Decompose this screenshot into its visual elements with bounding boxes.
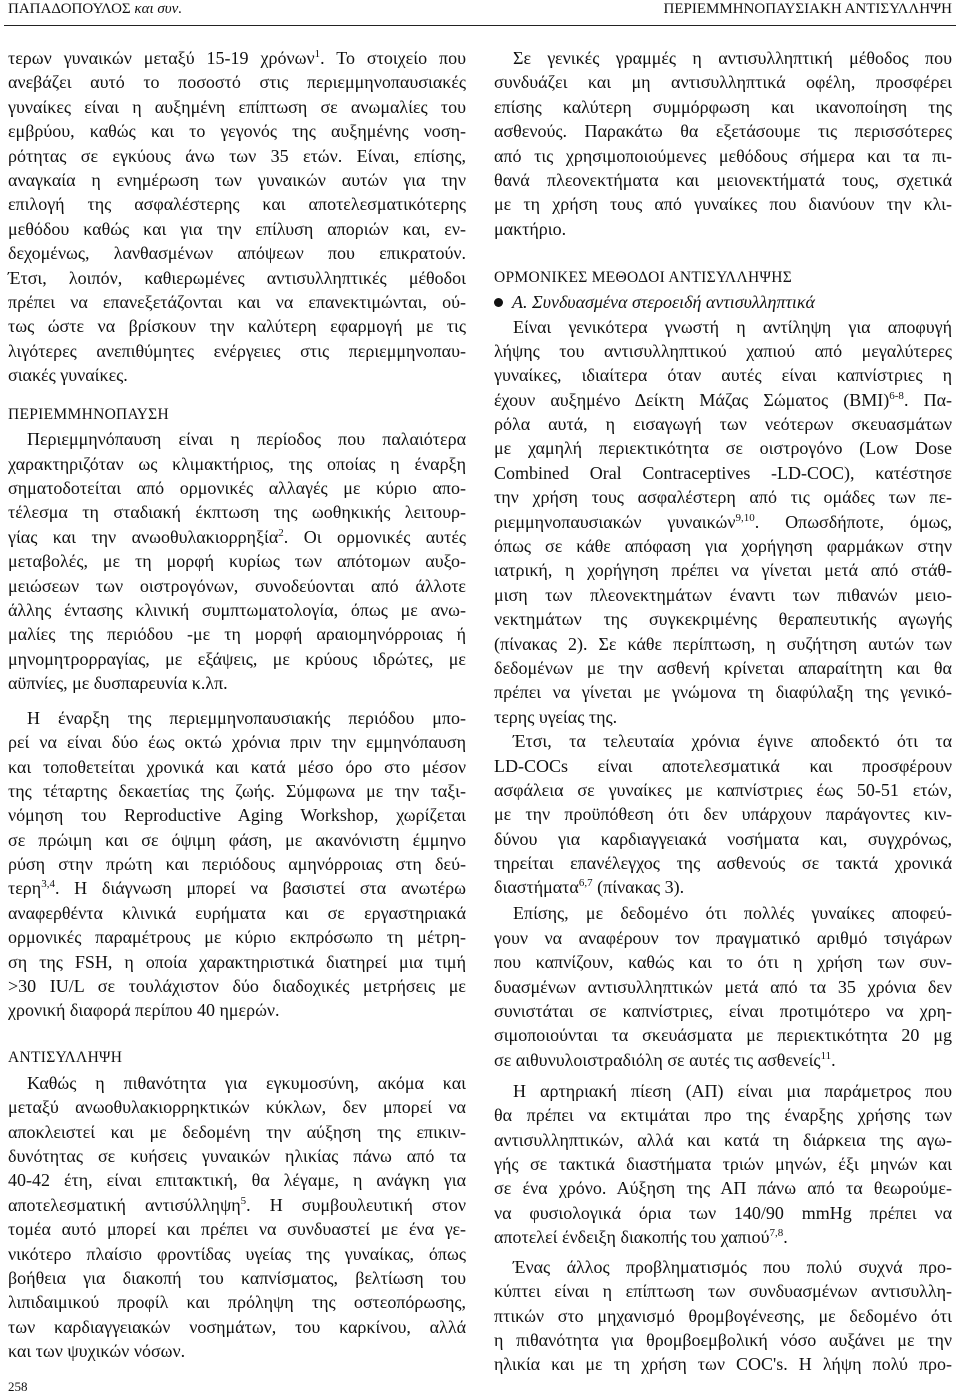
text-line: πτικών στο μηχανισμό θρομβογένεσης, με δεδομένο ότι [494, 1305, 952, 1326]
text-line: τερης υγείας της. [494, 706, 618, 727]
text-line: και των ψυχικών νόσων. [8, 1341, 186, 1362]
text-line: ασφάλεια σε γυναίκες με καπνίστριες έως 50-51 ετών, [494, 779, 952, 800]
text-segment: . Οι ορμονικές αυτές [283, 526, 466, 547]
page-number: 258 [8, 1379, 28, 1394]
text-line: Combined Oral Contraceptives -LD-COC), κατέστησε [494, 462, 952, 483]
text-line [494, 875, 952, 899]
paragraph [8, 706, 466, 1023]
text-line: συνδυάζει και μη αντισυλληπτικά οφέλη, προσφέρει [494, 72, 952, 93]
text-line: μακτήριο. [494, 218, 567, 239]
text-line: >30 IU/L σε τουλάχιστον δύο διαδοχικές μετρήσεις με [8, 976, 466, 997]
text-segment: ριεμμηνοπαυσιακών γυναικών [494, 511, 736, 532]
text-line: Είναι γενικότερα γνωστή η αντίληψη για αποφυγή [513, 316, 952, 337]
text-line: των καρδιαγγειακών νοσημάτων, του καρκίνου, αλλά [8, 1316, 466, 1337]
citation-superscript: 6,7 [578, 877, 593, 890]
paragraph [8, 46, 466, 387]
text-line: 40-42 έτη, είναι επιτακτική, θα λέγαμε, η ανάγκη για [8, 1170, 466, 1191]
text-line: βοήθεια για διακοπή του καπνίσματος, βελτίωση του [8, 1267, 466, 1288]
citation-superscript: 6-8 [889, 389, 904, 402]
text-line: αναφερθέντα κλινικά ευρήματα και σε εργαστηριακά [8, 902, 466, 923]
text-line: που καπνίζουν, καθώς και το ότι η χρήση των συν- [494, 952, 952, 973]
text-line: ορμονικές παραμέτρους με κύριο εκπρόσωπο τη μέτρη- [8, 927, 466, 948]
text-line: σηματοδοτείται από ορμονικές αλλαγές με κύριο απο- [8, 478, 466, 499]
text-line: μεθόδου καθώς και για την επίλυση αποριών και, εν- [8, 218, 466, 239]
text-line: Έτσι, τα τελευταία χρόνια έγινε αποδεκτό ότι τα [513, 731, 952, 752]
text-line: άλλης έντασης κλινική συμπτωματολογία, όπως με ανω- [8, 599, 466, 620]
text-line: μειώσεων των οιστρογόνων, συνοδεύονται από άλλοτε [8, 575, 466, 596]
text-line: αϋπνίες, με δυσπαρευνία κ.λπ. [8, 673, 228, 694]
text-segment: σε αιθυνυλοιστραδιόλη σε αυτές τις ασθενείς [494, 1049, 821, 1070]
citation-superscript: 1 [314, 48, 321, 60]
text-line: τομέα αυτό μπορεί και πρέπει να συνδυαστεί με ένα γε- [8, 1219, 466, 1240]
text-line [494, 510, 952, 534]
subsection-heading [494, 290, 952, 314]
paragraph [8, 427, 466, 695]
citation-superscript: 2 [278, 526, 284, 539]
text-line: ρύση στην πρώτη και περιόδους αμηνόρροιας στη δεύ- [8, 854, 466, 875]
section-heading: ΠΕΡΙΕΜΜΗΝΟΠΑΥΣΗ [8, 405, 169, 423]
text-line: γυναίκες είναι η αυξημένη επίπτωση σε ανωμαλίες του [8, 96, 466, 117]
section-heading: ΑΝΤΙΣΥΛΛΗΨΗ [8, 1049, 123, 1067]
text-line: εμβρύου, καθώς και το γεγονός της αυξημένης νοση- [8, 121, 466, 142]
text-line: δεχομένως, λανθασμένων απόψεων που επικρατούν. [8, 243, 466, 264]
paragraph [494, 1079, 952, 1250]
text-segment: τερη [8, 878, 42, 899]
text-line: Σε γενικές γραμμές η αντισυλληπτική μέθοδος που [513, 48, 952, 68]
text-line: αποκλειστεί και με δεδομένη την αύξηση της επικιν- [8, 1121, 466, 1142]
paragraph [494, 901, 952, 1072]
text-line: ιατρική, η χορήγηση πρέπει να γίνεται μετά από στάθ- [494, 560, 952, 581]
text-line: ρεί να είναι δύο έως οκτώ χρόνια πριν την εμμηνόπαυση [8, 732, 466, 753]
text-line: LD-COCs είναι αποτελεσματικά και προσφέρουν [494, 755, 952, 776]
text-segment: . [783, 1227, 788, 1248]
text-line: αντισυλληπτικών, αλλά και κατά τη διάρκεια της αγω- [494, 1129, 952, 1150]
text-line: τέλεσμα τη σταδιακή έκπτωση της ωοθηκικής λειτουρ- [8, 502, 466, 523]
text-line: να φυσιολογικά όρια των 140/90 mmHg πρέπει να [494, 1202, 952, 1223]
citation-superscript: 9,10 [735, 511, 755, 524]
text-line: επίσης καλύτερη συμμόρφωση και ικανοποίηση της [494, 96, 952, 117]
text-line [494, 1048, 952, 1072]
text-line [8, 525, 466, 549]
text-line: ση της FSH, η οποία χαρακτηριστικά διατηρεί μια τιμή [8, 951, 466, 972]
paragraph [8, 1071, 466, 1364]
text-segment: (πίνακας 3). [592, 877, 685, 898]
text-line: αναγκαία η ενημέρωση των γυναικών αυτών για την [8, 169, 466, 190]
text-line [8, 876, 466, 900]
text-line: μιση των πλεονεκτημάτων έναντι των πιθανών μειο- [494, 584, 952, 605]
text-line: νεκτημάτων της συγκεκριμένης θεραπευτικής αγωγής [494, 609, 952, 630]
text-line: θανά πλεονεκτήματα και μειονεκτήματά τους, σχετικά [494, 169, 952, 190]
text-line: μηνομητρορραγίας, με εξάψεις, με κρύους ιδρώτες, με [8, 648, 466, 669]
text-line: μεταξύ ανωοθυλακιορρηκτικών κύκλων, δεν μπορεί να [8, 1097, 466, 1118]
citation-superscript: 5 [240, 1194, 247, 1207]
text-line: ηλικία και με τη χρήση των COC's. Η λήψη πολύ προ- [494, 1354, 952, 1375]
text-line: νικότερο πλαίσιο φροντίδας υγείας της γυναίκας, όπως [8, 1243, 466, 1264]
running-header-author [8, 0, 182, 18]
text-line: και τοποθετείται χρονικά και κατά μέσο όρο στο μέσον [8, 756, 466, 777]
text-line: χαρακτηριζόταν ως κλιμακτήριος, της οποίας η έναρξη [8, 453, 466, 474]
text-line: μαλίες της περιόδου -με τη μορφή αραιομηνόρροιας ή [8, 624, 466, 645]
section-heading: ΟΡΜΟΝΙΚΕΣ ΜΕΘΟΔΟΙ ΑΝΤΙΣΥΛΛΗΨΗΣ [494, 268, 793, 286]
text-line: από τις χρησιμοποιούμενες μεθόδους σήμερα και τα πι- [494, 145, 952, 166]
text-line: με χαμηλή περιεκτικότητα σε οιστρογόνο (Low Dose [494, 438, 952, 459]
text-line: με τη χρήση τους από γυναίκες που διανύουν την κλι- [494, 194, 952, 215]
bullet-icon [494, 298, 503, 307]
citation-superscript: 7,8 [769, 1227, 784, 1240]
text-line: όπως σε κάθε απόφαση για χορήγηση φαρμάκων στην [494, 536, 952, 557]
text-segment: . Οπωσδήποτε, όμως, [754, 511, 952, 532]
text-segment: έχουν αυξημένο Δείκτη Μάζας Σώματος (BMI) [494, 389, 890, 410]
paragraph [494, 1255, 952, 1377]
text-line: δυνότητας σε κυήσεις γυναικών ηλικίας πάνω από τα [8, 1145, 466, 1166]
text-line: πρέπει να γίνεται με γνώμονα τη διαφύλαξη της γενικό- [494, 682, 952, 703]
text-segment: . Η συμβουλευτική στον [246, 1194, 466, 1215]
text-line: η πιθανότητα για θρομβοεμβολική νόσο αυξάνει με την [494, 1330, 952, 1350]
text-line: γής σε τακτικά διαστήματα τριών μηνών, έξι μηνών και [494, 1154, 952, 1175]
author-name: ΠΑΠΑΔΟΠΟΥΛΟΣ [8, 1, 131, 17]
left-column [8, 46, 466, 1363]
citation-superscript: 3,4 [41, 878, 55, 891]
text-line: με την προϋπόθεση ότι δεν υπάρχουν παράγοντες κιν- [494, 804, 952, 825]
text-line: Ένας άλλος προβληματισμός που πολύ συχνά προ- [513, 1256, 952, 1277]
text-line: δεδομένων με την ασθενή κρίνεται απαραίτητη και θα [494, 657, 952, 678]
text-line: ρότητας σε εγκύους άνω των 35 ετών. Είναι, επίσης, [8, 145, 466, 166]
text-line: νόμηση του Reproductive Aging Workshop, χωρίζεται [8, 805, 466, 826]
text-line: Η έναρξη της περιεμμηνοπαυσιακής περιόδου μπο- [27, 707, 466, 728]
text-line: ρόλα αυτά, η εισαγωγή των νεότερων σκευασμάτων [494, 414, 952, 435]
citation-superscript: 11 [820, 1049, 832, 1062]
text-line: (πίνακας 2). Σε κάθε περίπτωση, η συζήτηση αυτών των [494, 633, 952, 654]
text-line: γυναίκες, ιδιαίτερα όταν αυτές είναι καπνίστριες η [494, 365, 952, 386]
text-line: Περιεμμηνόπαυση είναι η περίοδος που παλαιότερα [27, 429, 466, 450]
text-line: κύπτει είναι η επίπτωση των συνδυασμένων αντισυλλη- [494, 1281, 952, 1302]
text-segment: γίας και την ανωοθυλακιορρηξία [8, 526, 279, 547]
text-segment: . Πα- [903, 389, 952, 410]
text-line: τηρείται επανέλεγχος της ασθενούς σε τακτά χρονικά [494, 853, 952, 874]
text-segment: διαστήματα [494, 877, 579, 898]
text-line: λιγότερες ανεπιθύμητες ενέργειες στις περιεμμηνοπαυ- [8, 340, 466, 361]
right-column [494, 46, 952, 1377]
text-segment: . Το στοιχείο που [320, 48, 467, 68]
text-segment: αποτελεί ένδειξη διακοπής του χαπιού [494, 1227, 770, 1248]
text-line: λήψης του αντισυλληπτικού χαπιού από μεγαλύτερες [494, 340, 952, 361]
subsection-title: Α. Συνδυασμένα στεροειδή αντισυλληπτικά [512, 292, 815, 313]
paragraph [494, 729, 952, 900]
text-segment: τερων γυναικών μεταξύ 15-19 χρόνων [8, 48, 315, 68]
text-line: σε ένα χρόνο. Αύξηση της ΑΠ πάνω από τα θεωρούμε- [494, 1178, 952, 1199]
text-line [494, 388, 952, 412]
text-line: δυασμένων αντισυλληπτικών μετά από τα 35 χρόνια δεν [494, 976, 952, 997]
text-line [494, 1225, 952, 1249]
text-segment: αποτελεσματική αντισύλληψη [8, 1194, 241, 1215]
text-line: της τέταρτης δεκαετίας της ζωής. Σύμφωνα με την ταξι- [8, 780, 466, 801]
text-line: τως ώστε να βρίσκουν την καλύτερη εφαρμογή με τις [8, 316, 466, 337]
text-line: επιλογή της ασφαλέστερης και αποτελεσματικότερης [8, 194, 466, 215]
text-segment: . [831, 1049, 836, 1070]
paragraph [494, 315, 952, 730]
text-line: ασθενούς. Παρακάτω θα εξετάσουμε τις περισσότερες [494, 121, 952, 142]
text-line [8, 1193, 466, 1217]
text-line: Η αρτηριακή πίεση (ΑΠ) είναι μια παράμετρος που [513, 1080, 952, 1101]
running-header-title: ΠΕΡΙΕΜΜΗΝΟΠΑΥΣΙΑΚΗ ΑΝΤΙΣΥΛΛΗΨΗ [663, 1, 952, 17]
author-suffix: και συν. [134, 1, 183, 17]
text-line: Επίσης, με δεδομένο ότι πολλές γυναίκες αποφεύ- [513, 903, 952, 924]
text-line: γουν να αναφέρουν τον πραγματικό αριθμό τσιγάρων [494, 927, 952, 948]
text-line: σιακές γυναίκες. [8, 365, 128, 386]
text-line: σιμοποιούνται τα σκευάσματα με περιεκτικότητα 20 μg [494, 1025, 952, 1046]
text-line: θα πρέπει να εκτιμάται προ της έναρξης χρήσης των [494, 1105, 952, 1126]
text-line [8, 46, 466, 70]
text-line: Έτσι, λοιπόν, καθιερωμένες αντισυλληπτικές μέθοδοι [8, 267, 466, 288]
text-line: Καθώς η πιθανότητα για εγκυμοσύνη, ακόμα και [27, 1072, 466, 1093]
text-line: σε πρώιμη και σε όψιμη φάση, με ακανόνιστη έμμηνο [8, 829, 466, 850]
text-line: χρονική διαφορά περίπου 40 ημερών. [8, 1000, 280, 1021]
text-line: λιπιδαιμικού προφίλ και πρόληψη της οστεοπόρωσης, [8, 1292, 466, 1313]
text-line: ανεβάζει αυτό το ποσοστό στις περιεμμηνοπαυσιακές [8, 72, 466, 93]
text-line: την χρήση τους ασφαλέστερη από τις ομάδες των πε- [494, 487, 952, 508]
text-line: μεταβολές, με τη μορφή κυρίως των απότομων αυξο- [8, 551, 466, 572]
header-divider [4, 25, 956, 26]
text-line: συνιστάται σε καπνίστριες, είναι προτιμότερο να χρη- [494, 1000, 952, 1021]
text-line: πρέπει να επανεξετάζονται και να επανεκτιμώνται, ού- [8, 291, 466, 312]
paragraph [494, 46, 952, 241]
text-line: δύνου για καρδιαγγειακά νοσήματα και, συγχρόνως, [494, 828, 952, 849]
text-segment: . Η διάγνωση μπορεί να βασιστεί στα ανωτέρω [54, 878, 466, 899]
